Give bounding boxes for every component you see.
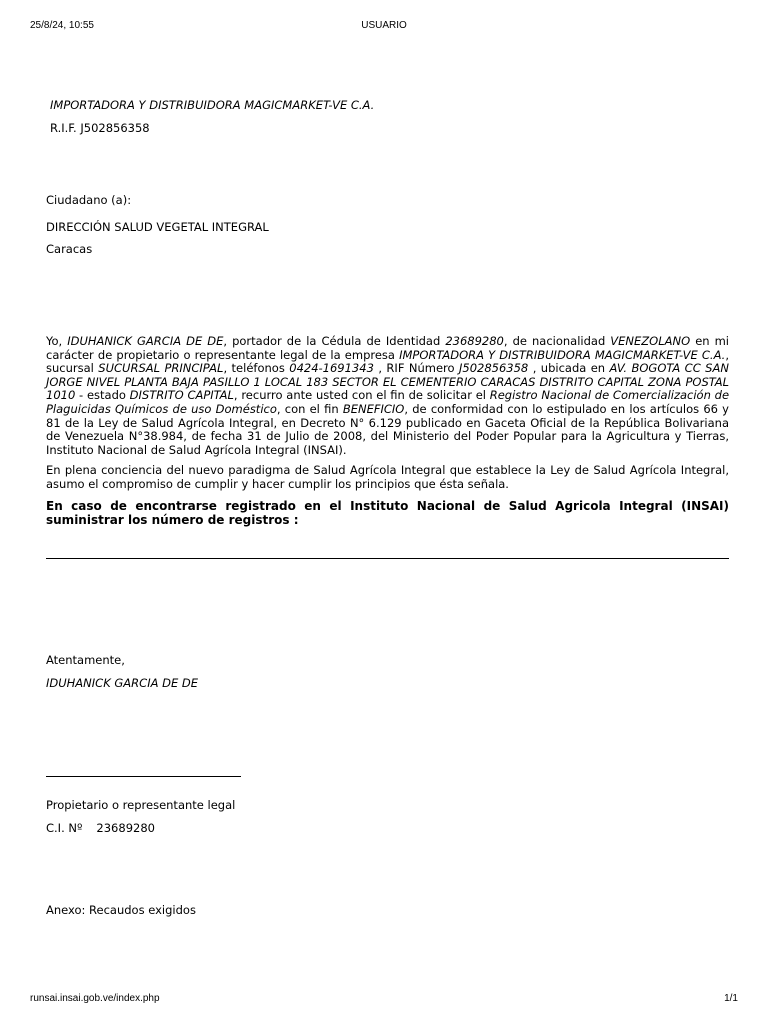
ci-value: 23689280 (96, 821, 155, 835)
print-header-title: USUARIO (361, 20, 407, 31)
closing: Atentamente, (46, 653, 125, 667)
print-footer-page: 1/1 (724, 993, 738, 1004)
signer-role: Propietario o representante legal (46, 798, 236, 812)
ci-label: C.I. Nº (46, 821, 83, 835)
salutation: Ciudadano (a): (46, 193, 132, 207)
phone: 0424-1691343 (289, 361, 374, 376)
recipient-city: Caracas (46, 242, 93, 256)
applicant-ci: 23689280 (445, 334, 504, 348)
recipient: DIRECCIÓN SALUD VEGETAL INTEGRAL (46, 220, 269, 234)
applicant-company: IMPORTADORA Y DISTRIBUIDORA MAGICMARKET-VE C.A. (399, 347, 726, 362)
applicant-name: IDUHANICK GARCIA DE DE (67, 334, 224, 348)
request-paragraph: Yo, IDUHANICK GARCIA DE DE, portador de la Cédula de Identidad 23689280, de nacionalidad VENEZOLANO en mi carácter de propietario o representante legal de la empresa IMPORTADORA Y DISTRIBUIDORA MAGICMARKET-VE C.A., sucursal SUCURSAL PRINCIPAL, teléfonos 0424-1691343 , RIF Número J502856358 , ubicada en AV. BOGOTA CC SAN JORGE NIVEL PLANTA BAJA PASILLO 1 LOCAL 183 SECTOR EL CEMENTERIO CARACAS DISTRITO CAPITAL ZONA POSTAL 1010 - estado DISTRITO CAPITAL, recurro ante usted con el fin de solicitar el Registro Nacional de Comercialización de Plaguicidas Químicos de uso Doméstico, con el fin BENEFICIO, de conformidad con lo estipulado en los artículos 66 y 81 de la Ley de Salud Agrícola Integral, en Decreto N° 6.129 publicado en Gaceta Oficial de la República Bolivariana de Venezuela N°38.984, de fecha 31 de Julio de 2008, del Ministerio del Poder Popular para la Agricultura y Tierras, Instituto Nacional de Salud Agrícola Integral (INSAI). (46, 334, 730, 457)
letter-body (46, 335, 729, 534)
branch: SUCURSAL PRINCIPAL (98, 361, 224, 376)
purpose: BENEFICIO (342, 401, 405, 416)
print-header-datetime: 25/8/24, 10:55 (30, 20, 94, 31)
company-name: IMPORTADORA Y DISTRIBUIDORA MAGICMARKET-VE C.A. (50, 98, 375, 112)
commitment-paragraph: En plena conciencia del nuevo paradigma de Salud Agrícola Integral que establece la Ley de Salud Agrícola Integral, asumo el compromiso de cumplir y hacer cumplir los principios que ésta señala. (46, 463, 729, 491)
signer-ci (46, 821, 155, 835)
rif-number: J502856358 (459, 361, 529, 376)
registry-numbers-line (46, 558, 729, 559)
state: DISTRITO CAPITAL (129, 388, 234, 403)
company-rif: R.I.F. J502856358 (50, 121, 150, 135)
signer-name: IDUHANICK GARCIA DE DE (46, 676, 199, 690)
signature-line (46, 776, 241, 777)
annex-note: Anexo: Recaudos exigidos (46, 903, 196, 917)
registry-name: Registro Nacional de Comercialización de Plaguicidas Químicos de uso Doméstico (46, 388, 730, 416)
address: AV. BOGOTA CC SAN JORGE NIVEL PLANTA BAJA PASILLO 1 LOCAL 183 SECTOR EL CEMENTERIO CARACAS DISTRITO CAPITAL ZONA POSTAL 1010 (46, 361, 729, 403)
registry-numbers-paragraph: En caso de encontrarse registrado en el Instituto Nacional de Salud Agricola Integral (INSAI) suministrar los número de registros : (46, 498, 729, 527)
applicant-nationality: VENEZOLANO (610, 334, 691, 348)
print-footer-url: runsai.insai.gob.ve/index.php (30, 993, 160, 1004)
